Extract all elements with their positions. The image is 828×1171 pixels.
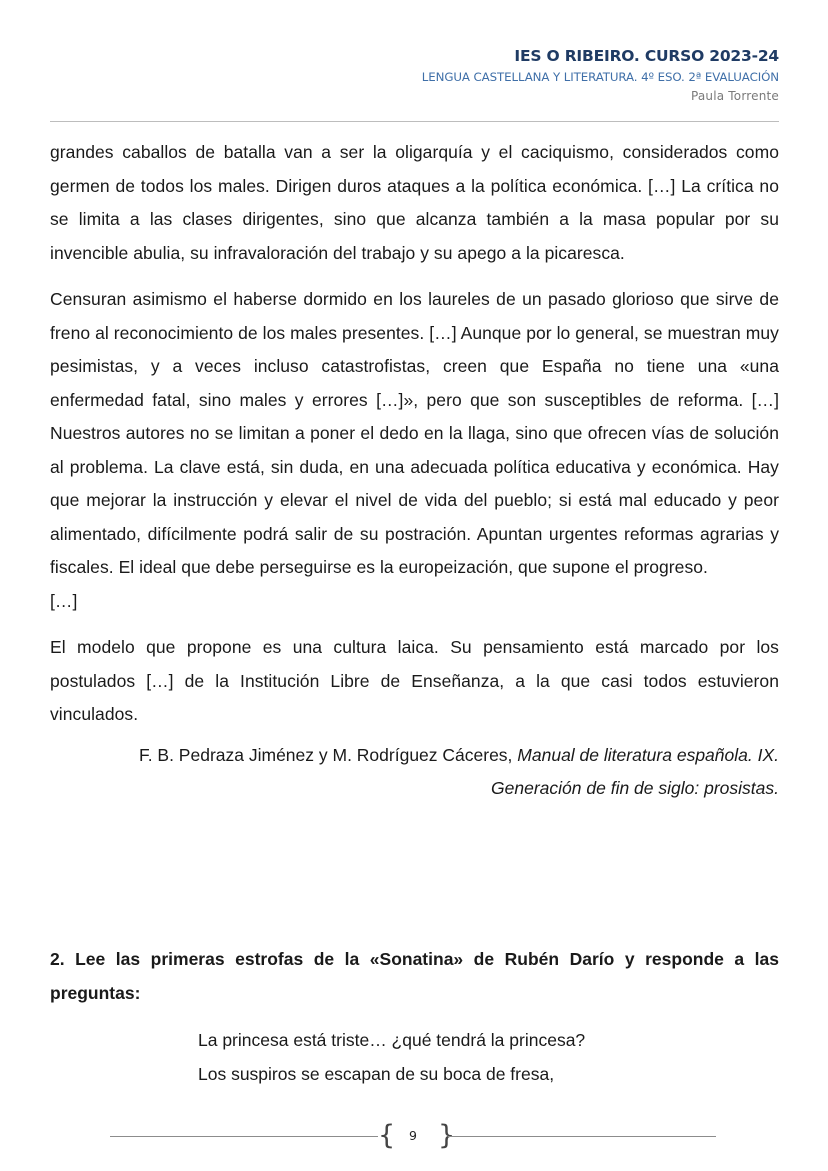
document-body [50,136,779,805]
citation [50,739,779,805]
footer-rule-right [448,1136,716,1137]
author-name: Paula Torrente [690,89,779,103]
citation-line-2 [50,772,779,805]
school-course-title: IES O RIBEIRO. CURSO 2023-24 [514,47,779,65]
poem-line-1: La princesa está triste… ¿qué tendrá la princesa? [198,1030,586,1050]
citation-title-part-2: Generación de fin de siglo: prosistas. [491,777,779,798]
footer-close-bracket: } [438,1120,456,1151]
page-footer [110,1121,716,1153]
paragraph-2 [50,283,779,618]
citation-title-part-1: Manual de literatura española. IX. [517,744,779,765]
footer-rule-left [110,1136,378,1137]
page-number: 9 [409,1128,417,1143]
poem-line-2: Los suspiros se escapan de su boca de fresa, [198,1064,555,1084]
footer-open-bracket: { [378,1120,396,1151]
paragraph-1: grandes caballos de batalla van a ser la oligarquía y el caciquismo, considerados como germen de todos los males. Dirigen duros ataques a la política económica. […] La crítica no se limita a las clases dirigentes, sino que alcanza también a la masa popular por su invencible abulia, su infravaloración del trabajo y su apego a la picaresca. [50,142,779,263]
citation-line-1 [50,739,779,772]
paragraph-3: El modelo que propone es una cultura laica. Su pensamiento está marcado por los postulados […] de la Institución Libre de Enseñanza, a la que casi todos estuvieron vinculados. [50,637,779,724]
paragraph-2-text: Censuran asimismo el haberse dormido en los laureles de un pasado glorioso que sirve de freno al reconocimiento de los males presentes. […] Aunque por lo general, se muestran muy pesimistas, y a veces incluso catastrofistas, creen que España no tiene una «una enfermedad fatal, sino males y errores […]», pero que son susceptibles de reforma. […] Nuestros autores no se limitan a poner el dedo en la llaga, sino que ofrecen vías de solución al problema. La clave está, sin duda, en una adecuada política educativa y económica. Hay que mejorar la instrucción y elevar el nivel de vida del pueblo; si está mal educado y peor alimentado, difícilmente podrá salir de su postración. Apuntan urgentes reformas agrarias y fiscales. El ideal que debe perseguirse es la europeización, que supone el progreso. [50,289,779,577]
citation-authors: F. B. Pedraza Jiménez y M. Rodríguez Cáceres, [138,744,513,765]
poem-excerpt [198,1023,585,1091]
paragraph-2-ellipsis: […] [50,590,78,611]
page-header [50,44,779,106]
header-divider [50,121,779,122]
subject-line: LENGUA CASTELLANA Y LITERATURA. 4º ESO. 2ª EVALUACIÓN [421,70,779,84]
question-2-heading: 2. Lee las primeras estrofas de la «Sonatina» de Rubén Darío y responde a las preguntas: [50,949,779,1003]
